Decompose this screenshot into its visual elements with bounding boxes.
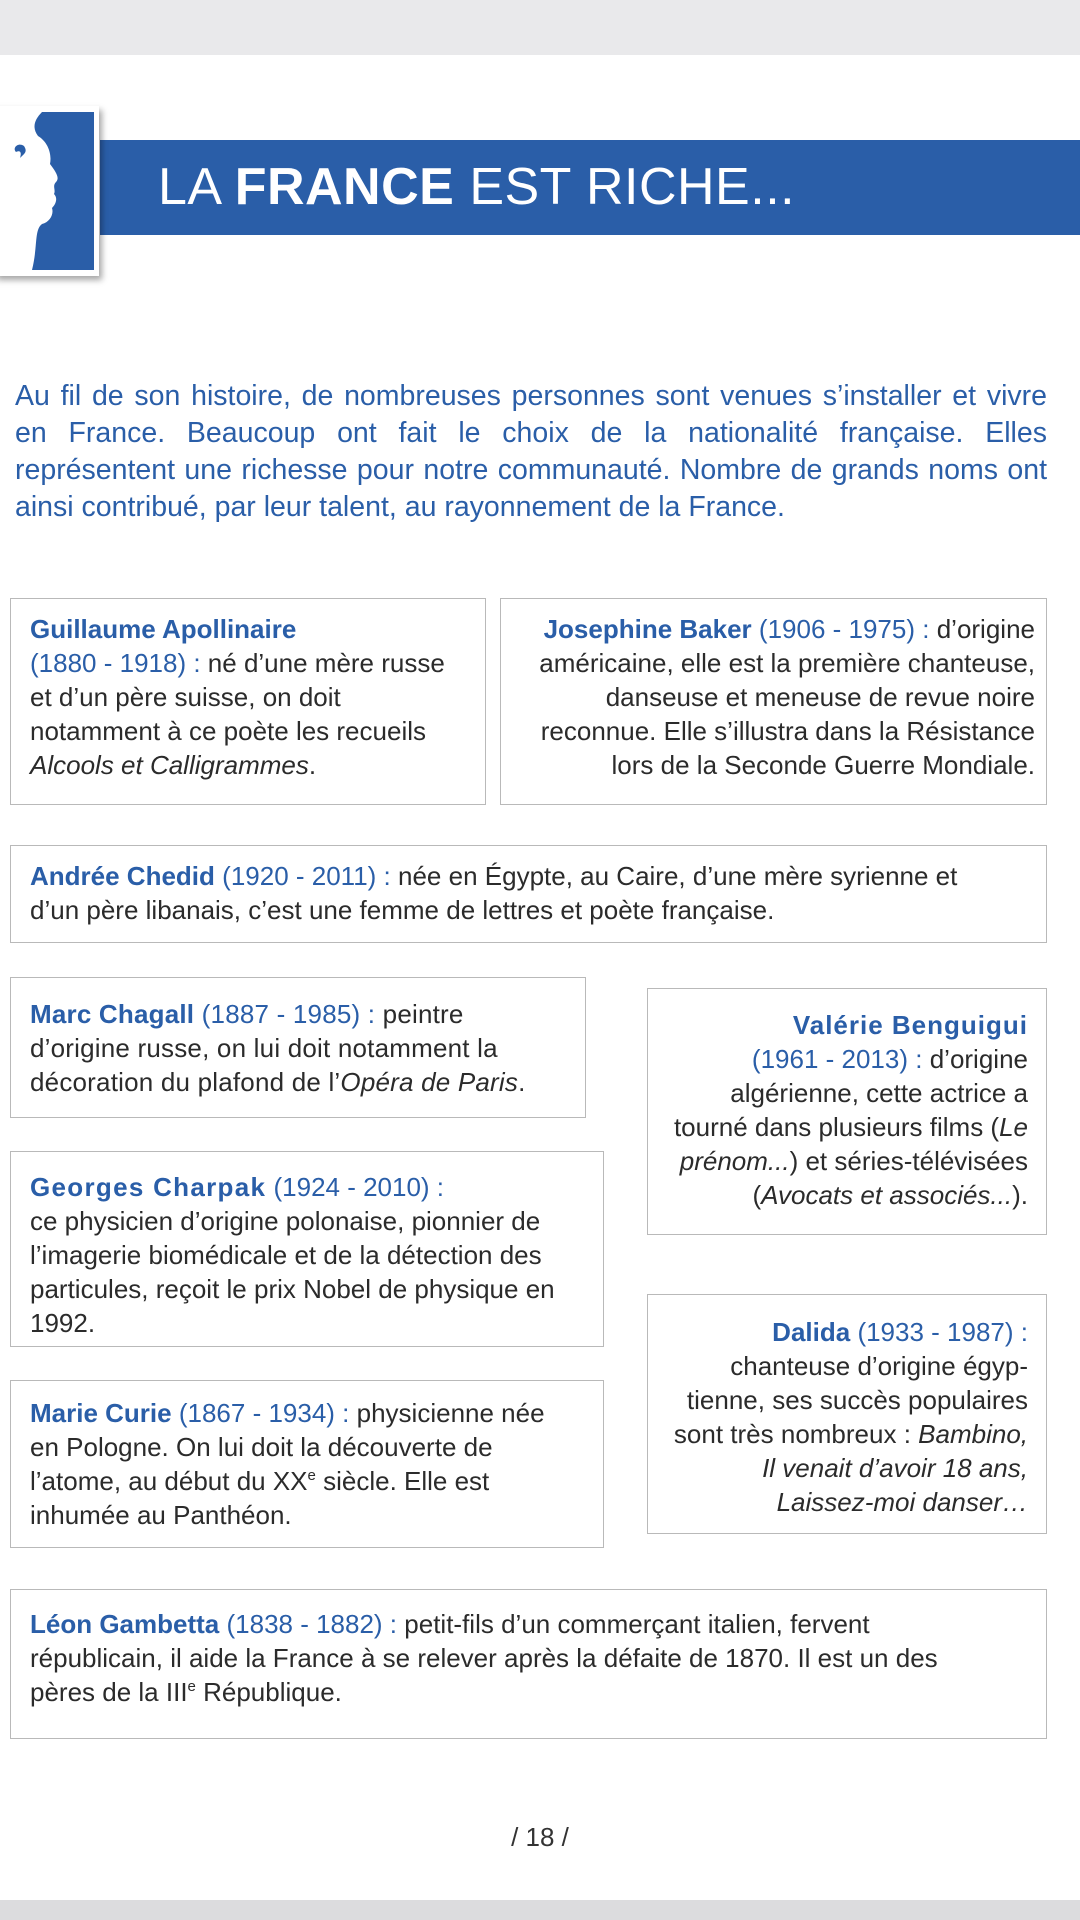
person-works: Le prénom... bbox=[679, 1112, 1028, 1176]
person-name: Léon Gambetta bbox=[30, 1609, 220, 1639]
person-name: Valérie Benguigui bbox=[792, 1010, 1028, 1040]
page-title: LA FRANCE EST RICHE... bbox=[158, 158, 796, 216]
intro-paragraph: Au fil de son histoire, de nombreuses personnes sont venues s’installer et vivre en France. Beaucoup ont fait le choix de la nationalité française. Elles représentent une richesse pour notre communauté. Nombre de grands noms ont ainsi contribué, par leur talent, au rayonnement de la France. bbox=[15, 380, 1047, 523]
marianne-logo bbox=[0, 106, 99, 276]
person-dates: (1867 - 1934) : bbox=[178, 1398, 350, 1428]
person-description: chanteuse d’origine égyp-tienne, ses succès populaires sont très nombreux : bbox=[673, 1351, 1028, 1449]
person-name: Guillaume Apollinaire bbox=[30, 614, 297, 644]
person-name: Dalida bbox=[772, 1317, 851, 1347]
person-dates: (1880 - 1918) : bbox=[30, 648, 201, 678]
person-works: Avocats et associés... bbox=[761, 1180, 1013, 1210]
person-name: Andrée Chedid bbox=[30, 861, 215, 891]
person-works: Opéra de Paris bbox=[340, 1067, 519, 1097]
card-apollinaire: Guillaume Apollinaire (1880 - 1918) : né d’une mère russe et d’un père suisse, on doit notamment à ce poète les recueils Alcools et Calligrammes. bbox=[10, 598, 486, 805]
card-baker bbox=[500, 598, 1047, 805]
person-description: d’origine algérienne, cette actrice a tourné dans plusieurs films ( bbox=[673, 1044, 1028, 1142]
card-dalida bbox=[647, 1294, 1047, 1534]
person-description: peintre d’origine russe, on lui doit notamment la décoration du plafond de l’ bbox=[30, 999, 498, 1097]
card-charpak bbox=[10, 1151, 604, 1347]
title-banner bbox=[100, 140, 1080, 235]
person-works: Bambino, Il venait d’avoir 18 ans, Laissez-moi danser… bbox=[762, 1419, 1028, 1517]
person-description: d’origine américaine, elle est la première chanteuse, danseuse et meneuse de revue noire reconnue. Elle s’illustra dans la Résistance lors de la Seconde Guerre Mondiale. bbox=[539, 614, 1035, 780]
card-curie: Marie Curie (1867 - 1934) : physicienne née en Pologne. On lui doit la découverte de l’atome, au début du XXe siècle. Elle est inhumée au Panthéon. bbox=[10, 1380, 604, 1548]
person-description: né d’une mère russe et d’un père suisse, on doit notamment à ce poète les recueils bbox=[30, 648, 445, 746]
person-dates: (1906 - 1975) : bbox=[758, 614, 930, 644]
card-benguigui: Valérie Benguigui (1961 - 2013) : d’origine algérienne, cette actrice a tourné dans plusieurs films (Le prénom...) et séries-télévisées (Avocats et associés...). bbox=[647, 988, 1047, 1235]
person-dates: (1924 - 2010) : bbox=[273, 1172, 445, 1202]
person-dates: (1961 - 2013) : bbox=[751, 1044, 923, 1074]
person-description: petit-fils d’un commerçant italien, fervent républicain, il aide la France à se relever après la défaite de 1870. Il est un des pères de la III bbox=[30, 1609, 938, 1707]
person-name: Marie Curie bbox=[30, 1398, 172, 1428]
person-name: Georges Charpak bbox=[30, 1172, 267, 1202]
card-chagall: Marc Chagall (1887 - 1985) : peintre d’origine russe, on lui doit notamment la décoration du plafond de l’Opéra de Paris. bbox=[10, 977, 586, 1118]
page-number: / 18 / bbox=[511, 1822, 569, 1852]
person-dates: (1933 - 1987) : bbox=[857, 1317, 1028, 1347]
person-name: Marc Chagall bbox=[30, 999, 195, 1029]
person-description: physicienne née en Pologne. On lui doit la découverte de l’atome, au début du XX bbox=[30, 1398, 545, 1496]
person-name: Josephine Baker bbox=[543, 614, 752, 644]
viewer-bottom-bar bbox=[0, 1900, 1080, 1920]
person-description: née en Égypte, au Caire, d’une mère syrienne et d’un père libanais, c’est une femme de lettres et poète française. bbox=[30, 861, 958, 925]
card-chedid bbox=[10, 845, 1047, 943]
person-dates: (1887 - 1985) : bbox=[201, 999, 376, 1029]
card-gambetta: Léon Gambetta (1838 - 1882) : petit-fils d’un commerçant italien, fervent républicain, il aide la France à se relever après la défaite de 1870. Il est un des pères de la IIIe République. bbox=[10, 1589, 1047, 1739]
person-dates: (1838 - 1882) : bbox=[226, 1609, 398, 1639]
marianne-profile-icon bbox=[0, 106, 99, 276]
person-works: Alcools et Calligrammes bbox=[30, 750, 309, 780]
person-description: ce physicien d’origine polonaise, pionnier de l’imagerie biomédicale et de la détection des particules, reçoit le prix Nobel de physique en 1992. bbox=[30, 1206, 555, 1338]
person-dates: (1920 - 2011) : bbox=[222, 861, 391, 891]
